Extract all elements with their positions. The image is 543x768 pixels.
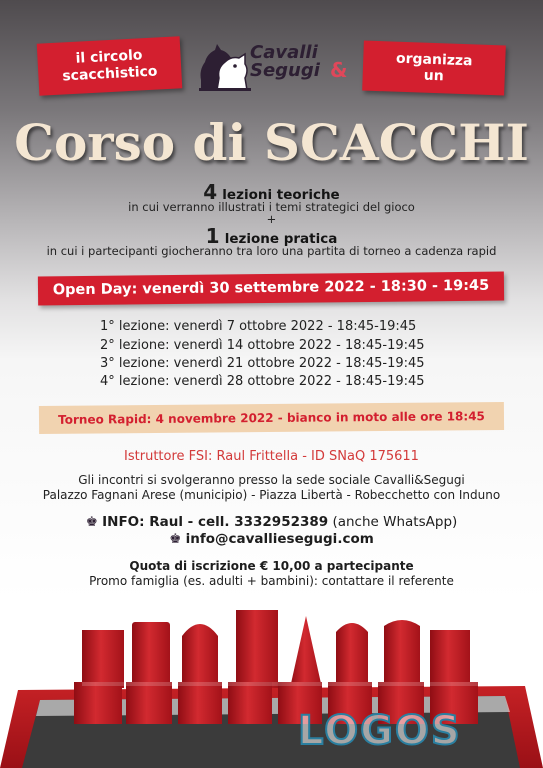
- theory-label: lezioni teoriche: [222, 187, 340, 203]
- logos-watermark: LOGOS: [298, 708, 462, 754]
- lesson-2: 2° lezione: venerdì 14 ottobre 2022 - 18:45-19:45: [100, 338, 425, 353]
- logo-word-1: Cavalli: [250, 42, 318, 63]
- plus-sign: +: [266, 212, 277, 226]
- info-email[interactable]: info@cavalliesegugi.com: [185, 531, 374, 547]
- page-title: Corso di SCACCHI: [14, 113, 529, 172]
- circolo-label-box: [37, 36, 183, 95]
- chess-king-icon: ♚: [169, 531, 182, 547]
- info-phone: INFO: Raul - cell. 3332952389: [102, 514, 329, 530]
- open-day-banner: Open Day: venerdì 30 settembre 2022 - 18:30 - 19:45: [38, 272, 504, 306]
- organizza-label-box: [362, 41, 506, 96]
- organizza-line-2: un: [423, 67, 444, 85]
- practice-count: 1: [205, 224, 220, 248]
- practice-description: in cui i partecipanti giocheranno tra loro una partita di torneo a cadenza rapid: [46, 244, 497, 258]
- logo-text: [250, 44, 320, 80]
- torneo-banner: Torneo Rapid: 4 novembre 2022 - bianco in moto alle ore 18:45: [39, 402, 504, 434]
- theory-description: in cui verranno illustrati i temi strategici del gioco: [128, 200, 415, 214]
- logo-word-2: Segugi: [250, 60, 320, 81]
- circolo-line-1: il circolo: [75, 47, 143, 67]
- fee-promo: Promo famiglia (es. adulti + bambini): contattare il referente: [89, 574, 454, 588]
- fee-quota: Quota di iscrizione € 10,00 a partecipante: [129, 559, 414, 573]
- info-whatsapp: (anche WhatsApp): [328, 514, 458, 530]
- lesson-3: 3° lezione: venerdì 21 ottobre 2022 - 18:45-19:45: [100, 356, 425, 371]
- practice-label: lezione pratica: [224, 231, 338, 247]
- location-line-1: Gli incontri si svolgeranno presso la sede sociale Cavalli&Segugi: [78, 473, 465, 487]
- lesson-1: 1° lezione: venerdì 7 ottobre 2022 - 18:45-19:45: [100, 319, 417, 334]
- location-line-2: Palazzo Fagnani Arese (municipio) - Piazza Libertà - Robecchetto con Induno: [42, 488, 501, 502]
- circolo-line-2: scacchistico: [61, 63, 158, 85]
- organizza-line-1: organizza: [395, 50, 473, 70]
- info-email-line: [0, 531, 543, 547]
- chess-king-icon: ♚: [85, 514, 98, 530]
- info-phone-line: [0, 514, 543, 530]
- theory-count: 4: [203, 180, 218, 204]
- istruttore-line: Istruttore FSI: Raul Frittella - ID SNaQ 175611: [124, 449, 419, 464]
- lesson-4: 4° lezione: venerdì 28 ottobre 2022 - 18:45-19:45: [100, 374, 425, 389]
- logo-ampersand: &: [330, 58, 348, 82]
